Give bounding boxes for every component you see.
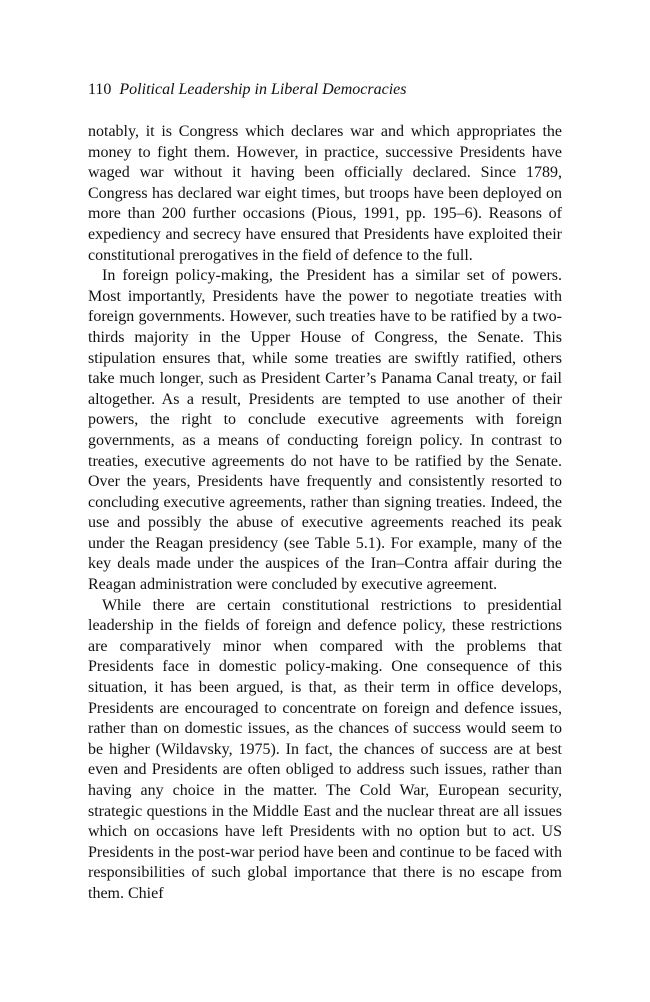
- body-text: [88, 122, 562, 905]
- book-page: [88, 80, 562, 905]
- running-head: [88, 80, 562, 100]
- paragraph-continued: notably, it is Congress which declares war and which appropriates the money to fight them. However, in practice, successive Presidents have waged war without it having been officially declared. Since 1789, Congress has declared war eight times, but troops have been deployed on more than 200 further occasions (Pious, 1991, pp. 195–6). Reasons of expediency and secrecy have ensured that Presidents have exploited their constitutional prerogatives in the field of defence to the full.: [88, 123, 562, 264]
- page-number: 110: [88, 81, 112, 98]
- paragraph-foreign-policy: In foreign policy-making, the President has a similar set of powers. Most importantly, Presidents have the power to negotiate treaties with foreign governments. However, such treaties have to be ratified by a two-thirds majority in the Upper House of Congress, the Senate. This stipulation ensures that, while some treaties are swiftly ratified, others take much longer, such as President Carter’s Panama Canal treaty, or fail altogether. As a result, Presidents are tempted to use another of their powers, the right to conclude executive agreements with foreign governments, as a means of conducting foreign policy. In contrast to treaties, executive agreements do not have to be ratified by the Senate. Over the years, Presidents have frequently and consistently resorted to concluding executive agreements, rather than signing treaties. Indeed, the use and possibly the abuse of executive agreements reached its peak under the Reagan presidency (see Table 5.1). For example, many of the key deals made under the auspices of the Iran–Contra affair during the Reagan administration were concluded by executive agreement.: [88, 267, 562, 594]
- book-title: Political Leadership in Liberal Democracies: [119, 81, 407, 98]
- paragraph-domestic-policy: While there are certain constitutional restrictions to presidential leadership in the fields of foreign and defence policy, these restrictions are comparatively minor when compared with the problems that Presidents face in domestic policy-making. One consequence of this situation, it has been argued, is that, as their term in office develops, Presidents are encouraged to concentrate on foreign and defence issues, rather than on domestic issues, as the chances of success would seem to be higher (Wildavsky, 1975). In fact, the chances of success are at best even and Presidents are often obliged to address such issues, rather than having any choice in the matter. The Cold War, European security, strategic questions in the Middle East and the nuclear threat are all issues which on occasions have left Presidents with no option but to act. US Presidents in the post-war period have been and continue to be faced with responsibilities of such global importance that there is no escape from them. Chief: [88, 596, 562, 902]
